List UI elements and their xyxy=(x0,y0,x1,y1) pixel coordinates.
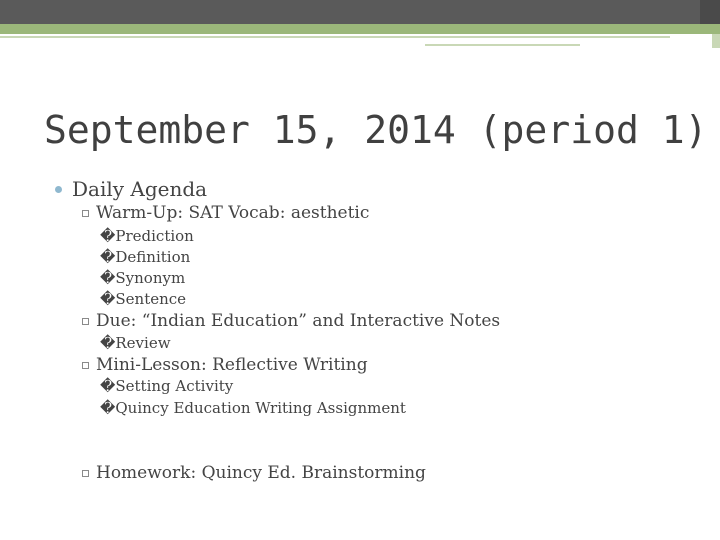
square-bullet-icon xyxy=(82,318,89,325)
accent-bar xyxy=(0,24,720,34)
square-bullet-icon xyxy=(82,210,89,217)
agenda-item-warmup: Warm-Up: SAT Vocab: aesthetic xyxy=(96,203,370,223)
subitem-prediction: �Prediction xyxy=(100,227,194,245)
subitem-quincy-assignment: �Quincy Education Writing Assignment xyxy=(100,399,406,417)
slide-title: September 15, 2014 (period 1) xyxy=(44,108,708,152)
agenda-heading: Daily Agenda xyxy=(72,177,208,201)
agenda-item-minilesson: Mini-Lesson: Reflective Writing xyxy=(96,355,368,375)
agenda-item-due: Due: “Indian Education” and Interactive Notes xyxy=(96,311,501,331)
square-bullet-icon xyxy=(82,470,89,477)
subitem-sentence: �Sentence xyxy=(100,290,187,308)
subitem-review: �Review xyxy=(100,334,171,352)
square-bullet-icon xyxy=(82,362,89,369)
top-bar-corner xyxy=(700,0,720,24)
top-bar xyxy=(0,0,700,24)
subitem-definition: �Definition xyxy=(100,248,191,266)
accent-line-corner xyxy=(712,34,720,48)
subitem-setting-activity: �Setting Activity xyxy=(100,377,234,395)
accent-line xyxy=(0,36,670,38)
accent-line-short xyxy=(425,44,580,46)
agenda-item-homework: Homework: Quincy Ed. Brainstorming xyxy=(96,463,426,483)
bullet-icon xyxy=(55,186,62,193)
subitem-synonym: �Synonym xyxy=(100,269,186,287)
